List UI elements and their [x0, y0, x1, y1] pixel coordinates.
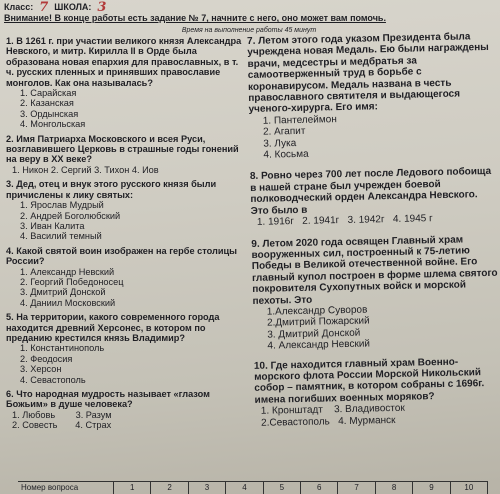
warning-text: Внимание! В конце работы есть задание № 7, начните с него, оно может вам помочь. — [4, 13, 386, 23]
options-list — [253, 302, 500, 353]
school-value: 3 — [97, 0, 107, 15]
option[interactable]: 1. Сарайская — [20, 88, 77, 99]
inline-options[interactable]: 1. Любовь 3. Разум — [12, 409, 112, 420]
option[interactable]: 2. Агапит — [262, 126, 306, 138]
option[interactable]: 3. Херсон — [20, 364, 62, 375]
class-label: Класс: — [4, 2, 34, 12]
answer-cell[interactable]: 6 — [301, 482, 338, 494]
answer-cell[interactable]: 4 — [226, 482, 263, 494]
question-7 — [247, 31, 496, 162]
answer-cell[interactable]: 2 — [151, 482, 188, 494]
answer-grid-label: Номер вопроса — [18, 482, 114, 494]
question-5 — [6, 312, 242, 385]
options-list — [249, 111, 496, 162]
answer-cell[interactable]: 8 — [376, 482, 413, 494]
question-title: 7. Летом этого года указом Президента была учреждена новая Медаль. Ею были награждены врачи, медсестры и медбратья за самоотверженный труд в борьбе с коронавирусом. Медаль названа в честь православного святителя и выдающегося ученого-хирурга. Его имя: — [247, 31, 489, 116]
options-list — [6, 88, 242, 130]
option[interactable]: 1. Александр Невский — [20, 266, 115, 277]
question-title: 3. Дед, отец и внук этого русского князя были причислены к лику святых: — [6, 179, 217, 200]
option[interactable]: 3. Иван Калита — [20, 220, 85, 231]
option[interactable]: 2. Феодосия — [20, 353, 73, 364]
question-6 — [6, 389, 242, 431]
options-list — [6, 343, 242, 385]
question-8 — [250, 166, 497, 228]
option[interactable]: 1. Ярослав Мудрый — [20, 200, 104, 211]
inline-options[interactable]: 1. Кронштадт 3. Владивосток — [260, 402, 405, 417]
option[interactable]: 4. Василий темный — [20, 231, 102, 242]
question-3 — [6, 179, 242, 241]
options-list — [6, 200, 242, 242]
option[interactable]: 1. Константинополь — [20, 343, 105, 354]
question-title: 4. Какой святой воин изображен на гербе столицы России? — [6, 245, 237, 267]
answer-cell[interactable]: 3 — [189, 482, 226, 494]
header-row — [4, 2, 494, 13]
option[interactable]: 4. Косьма — [263, 148, 309, 161]
question-9 — [251, 233, 499, 352]
options-list — [6, 267, 242, 309]
inline-options[interactable]: 1. Никон 2. Сергий 3. Тихон 4. Иов — [12, 164, 159, 175]
time-note: Время на выполнение работы 45 минут — [181, 27, 317, 34]
header — [4, 2, 494, 36]
option[interactable]: 1. Пантелеймон — [262, 113, 337, 127]
question-title: 5. На территории, какого современного города находится древний Херсонес, в котором по преданию крестился князь Владимир? — [6, 312, 220, 343]
question-10 — [254, 355, 500, 429]
answer-cell[interactable]: 5 — [264, 482, 301, 494]
school-label: ШКОЛА: — [54, 2, 92, 12]
inline-options[interactable]: 1. 1916г 2. 1941г 3. 1942г 4. 1945 г — [256, 213, 433, 228]
option[interactable]: 4. Монгольская — [20, 119, 86, 130]
option[interactable]: 4. Александр Невский — [267, 338, 371, 352]
option[interactable]: 3. Лука — [263, 137, 297, 150]
option[interactable]: 4. Даниил Московский — [20, 297, 116, 308]
question-1 — [6, 36, 242, 130]
option[interactable]: 3. Дмитрий Донской — [20, 287, 106, 298]
answer-grid — [18, 481, 488, 494]
question-title: 9. Летом 2020 года освящен Главный храм вооруженных сил, построенный к 75-летию Победы в Великой отечественной войне. Его главный купол построен в форме шлема святого покровителя Сухопутных войск и морской пехоты. Это — [251, 234, 498, 307]
question-title: 8. Ровно через 700 лет после Ледового побоища в нашей стране был учрежден боевой полководческий орден Александра Невского. Это было в — [249, 166, 492, 217]
question-2 — [6, 134, 242, 176]
option[interactable]: 2.Дмитрий Пожарский — [266, 315, 370, 329]
left-column — [6, 36, 242, 435]
question-title: 10. Где находится главный храм Военно-морского флота России Морской Никольский собор – памятник, в котором собраны с 1696г. имена погибших военных моряков? — [253, 356, 485, 406]
class-value: 7 — [39, 0, 49, 15]
inline-options[interactable]: 2.Севастополь 4. Мурманск — [260, 414, 396, 429]
option[interactable]: 3. Ордынская — [20, 108, 79, 119]
question-4 — [6, 246, 242, 308]
option[interactable]: 2. Казанская — [20, 98, 74, 109]
inline-options[interactable]: 2. Совесть 4. Страх — [12, 420, 112, 431]
question-title: 1. В 1261 г. при участии великого князя Александра Невского, и митр. Кирилла II в Орде была образована новая епархия для православных, в т. ч. русских пленных и принявших православие монголов. Как она называлась? — [6, 36, 242, 88]
option[interactable]: 2. Андрей Боголюбский — [20, 210, 121, 221]
question-title: 2. Имя Патриарха Московского и всея Руси, возглавившего Церковь в страшные годы гонений на веру в XX веке? — [6, 133, 239, 165]
option[interactable]: 4. Севастополь — [20, 374, 86, 385]
question-title: 6. Что народная мудрость называет «глазом Божьим» в душе человека? — [6, 389, 210, 410]
option[interactable]: 1.Александр Суворов — [266, 304, 368, 318]
answer-cell[interactable]: 1 — [114, 482, 151, 494]
option[interactable]: 3. Дмитрий Донской — [267, 327, 361, 341]
answer-cell[interactable]: 10 — [451, 482, 488, 494]
answer-cell[interactable]: 9 — [413, 482, 450, 494]
right-column — [247, 31, 500, 433]
answer-cell[interactable]: 7 — [338, 482, 375, 494]
option[interactable]: 2. Георгий Победоносец — [20, 276, 124, 287]
